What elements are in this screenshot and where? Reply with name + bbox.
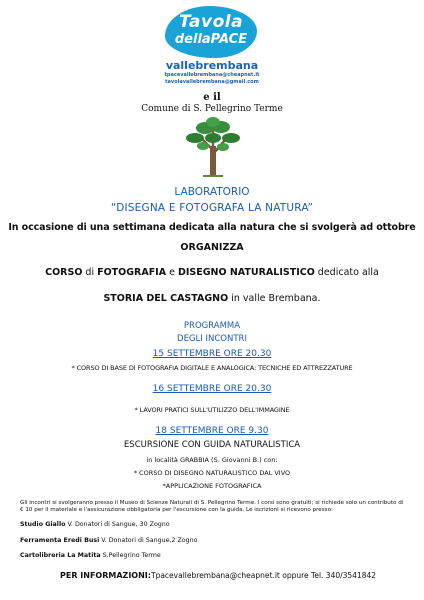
occasione-text: In occasione di una settimana dedicata alla natura che si svolgerà ad ottobre xyxy=(8,222,416,233)
corso-e: e xyxy=(166,267,178,278)
corso-di: di xyxy=(82,267,98,278)
session-3-escursione: ESCURSIONE CON GUIDA NATURALISTICA xyxy=(123,440,301,450)
footer-contact xyxy=(60,571,400,580)
logo-email-1: tpacevallebrembana@cheapnet.it xyxy=(164,72,260,78)
sponsor-3-name: Cartolibreria La Matita xyxy=(20,552,101,559)
corso-disegno: DISEGNO NATURALISTICO xyxy=(177,267,315,278)
session-3-date: 18 SETTEMBRE ORE 9.30 xyxy=(155,426,269,436)
sponsor-2-address: V. Donatori di Sangue,2 Zogno xyxy=(99,537,198,544)
sponsor-3-address: S.Pellegrino Terme xyxy=(100,552,161,559)
footer-phone: oppure Tel. 340/3541842 xyxy=(279,571,377,580)
logo-subtitle: vallebrembana xyxy=(165,59,259,72)
storia-line xyxy=(0,293,424,304)
organizza-text: ORGANIZZA xyxy=(180,242,244,253)
storia-rest: in valle Brembana. xyxy=(228,293,321,304)
sponsor-1-address: V. Donatori di Sangue, 30 Zogno xyxy=(65,521,170,528)
header-comune: Comune di S. Pellegrino Terme xyxy=(141,104,283,114)
corso-fotografia: FOTOGRAFIA xyxy=(97,267,167,278)
sponsor-1 xyxy=(20,521,170,528)
session-1-date: 15 SETTEMBRE ORE 20.30 xyxy=(152,349,272,359)
info-paragraph: Gli incontri si svolgeranno presso il Museo di Scienze Naturali di S. Pellegrino Terme. I corsi sono gratuiti; si richiede solo un contributo di € 10 per il materiale e l'assicurazione obbligatoria per l'escursione con la guida. Le iscrizioni si ricevono presso: xyxy=(20,500,404,514)
tree-icon xyxy=(181,116,245,178)
sponsor-3 xyxy=(20,552,161,559)
logo-emails xyxy=(140,72,284,86)
footer-email[interactable]: Tpacevallebrembana@cheapnet.it xyxy=(150,571,280,580)
footer-label: PER INFORMAZIONI: xyxy=(60,571,151,580)
logo-text-tavola: Tavola xyxy=(178,12,244,32)
session-1-activity: * CORSO DI BASE DI FOTOGRAFIA DIGITALE E ANALOGICA: TECNICHE ED ATTREZZATURE xyxy=(71,364,353,372)
programma-subtitle: DEGLI INCONTRI xyxy=(177,334,247,344)
corso-rest: dedicato alla xyxy=(314,267,379,278)
session-3-corso: * CORSO DI DISEGNO NATURALISTICO DAL VIVO xyxy=(133,469,291,477)
logo-email-2: tavolavallebrembana@gmail.com xyxy=(165,79,259,85)
corso-word: CORSO xyxy=(45,267,83,278)
session-2-activity: * LAVORI PRATICI SULL'UTILIZZO DELL'IMMAGINE xyxy=(134,406,290,414)
laboratorio-heading: LABORATORIO xyxy=(174,186,250,198)
storia-bold: STORIA DEL CASTAGNO xyxy=(103,293,229,304)
header-eil: e il xyxy=(203,92,221,103)
corso-line xyxy=(0,267,424,278)
logo-text-pace: dellaPACE xyxy=(174,32,248,47)
sponsor-2 xyxy=(20,537,197,544)
sponsor-2-name: Ferramenta Eredi Busi xyxy=(20,537,100,544)
session-2-date: 16 SETTEMBRE ORE 20.30 xyxy=(152,384,272,394)
sponsor-1-name: Studio Giallo xyxy=(20,521,66,528)
laboratorio-title: “DISEGNA E FOTOGRAFA LA NATURA” xyxy=(110,202,314,214)
session-3-localita: in località GRABBIA (S. Giovanni B.) con: xyxy=(146,456,278,464)
programma-title: PROGRAMMA xyxy=(183,321,241,331)
session-3-applicazione: *APPLICAZIONE FOTOGRAFICA xyxy=(162,482,262,490)
